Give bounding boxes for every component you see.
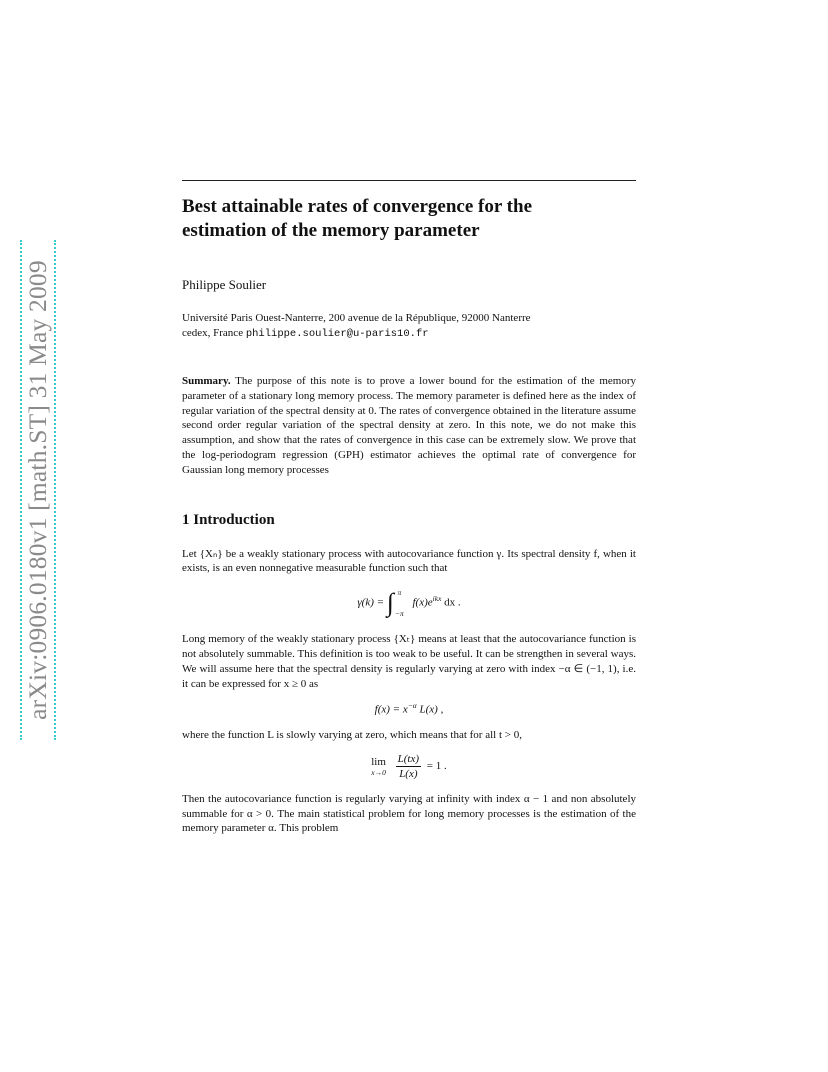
- eq2-lhs: f(x) = x: [374, 704, 408, 717]
- body-paragraph-4: Then the autocovariance function is regularly varying at infinity with index α − 1 and non absolutely summable for α > 0. The main statistical problem for long memory processes is the estimation of the memory parameter α. This problem: [182, 792, 636, 835]
- integral-upper-limit: π: [397, 588, 402, 598]
- eq1-lhs: γ(k) =: [357, 596, 385, 609]
- eq1-tail: dx .: [444, 596, 461, 609]
- author-email: philippe.soulier@u-paris10.fr: [245, 328, 429, 340]
- affiliation-prefix: cedex, France: [182, 327, 244, 339]
- paper-title: [182, 195, 636, 243]
- summary-text: The purpose of this note is to prove a lower bound for the estimation of the memory parameter of a stationary long memory process. The memory parameter is defined here as the index of regular variation of the spectral density at 0. The rates of convergence obtained in the literature assume second order regular variation of the spectral density at zero. In this note, we do not make this assumption, and show that the rates of convergence in this case can be extremely slow. We prove that the log-periodogram regression (GPH) estimator achieves the optimal rate of convergence for Gaussian long memory processes: [182, 375, 636, 476]
- body-paragraph-1: Let {Xₙ} be a weakly stationary process with autocovariance function γ. Its spectral density f, when it exists, is an even nonnegative measurable function such that: [182, 547, 636, 575]
- eq3-limit: [371, 756, 386, 777]
- eq1-integral: [387, 588, 410, 618]
- eq1-integrand: f(x)e: [412, 596, 433, 609]
- affiliation-line-1: Université Paris Ouest-Nanterre, 200 avenue de la République, 92000 Nanterre: [182, 312, 531, 324]
- top-rule: [182, 180, 636, 181]
- eq3-lim-subscript: x→0: [371, 767, 386, 777]
- section-heading: [182, 512, 636, 529]
- author-name: Philippe Soulier: [182, 277, 267, 292]
- integral-lower-limit: −π: [394, 609, 404, 619]
- author-affiliation: [182, 311, 636, 342]
- arxiv-stamp: [20, 240, 56, 740]
- eq3-numerator: L(tx): [397, 752, 420, 765]
- body-paragraph-3: where the function L is slowly varying at zero, which means that for all t > 0,: [182, 729, 522, 742]
- equation-autocovariance: [182, 588, 636, 618]
- body-paragraph-2: Long memory of the weakly stationary process {Xₜ} means at least that the autocovariance function is not absolutely summable. This definition is too weak to be useful. It can be strengthen in several ways. We will assume here that the spectral density is regularly varying at zero with index −α ∈ (−1, 1), i.e. it can be expressed for x ≥ 0 as: [182, 633, 636, 690]
- summary-label: Summary.: [182, 375, 231, 387]
- section-number: 1: [182, 511, 190, 528]
- arxiv-stamp-text: arXiv:0906.0180v1 [math.ST] 31 May 2009: [23, 260, 52, 720]
- equation-spectral-density: [182, 701, 636, 716]
- eq3-denominator: L(x): [399, 767, 418, 780]
- eq2-exponent: −α: [407, 701, 417, 711]
- integral-sign: ∫: [386, 588, 394, 618]
- affiliation-line-2: [182, 326, 636, 342]
- integral-limits: [395, 588, 404, 618]
- eq2-tail: L(x) ,: [419, 704, 444, 717]
- eq3-fraction: [396, 753, 421, 780]
- summary-paragraph: [182, 374, 636, 478]
- eq1-exponent: ikx: [432, 594, 442, 604]
- section-title: Introduction: [193, 511, 275, 528]
- title-line-1: Best attainable rates of convergence for the: [182, 196, 532, 217]
- eq3-lim-word: lim: [371, 755, 386, 768]
- paper-page: [182, 180, 636, 836]
- equation-slow-variation: [182, 753, 636, 780]
- eq3-tail: = 1 .: [426, 759, 447, 772]
- title-line-2: estimation of the memory parameter: [182, 220, 480, 241]
